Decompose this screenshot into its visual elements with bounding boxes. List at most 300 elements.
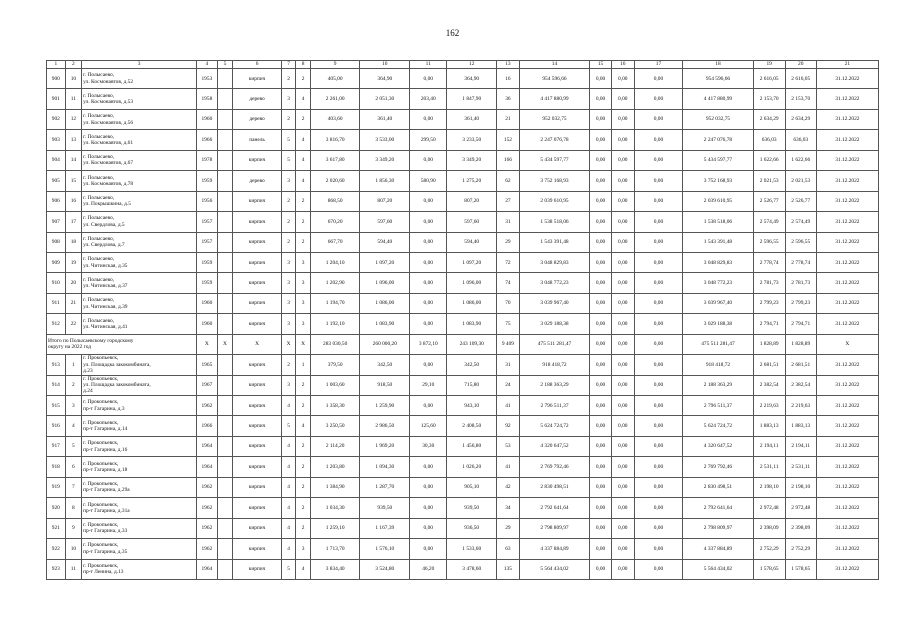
table-cell — [217, 436, 233, 456]
column-number-3: 3 — [82, 61, 197, 69]
total-cell: 1 828,89 — [785, 334, 816, 354]
table-cell: 1958 — [197, 89, 218, 109]
table-cell: 72 — [497, 252, 520, 272]
table-cell: 0,00 — [611, 293, 634, 313]
column-number-14: 14 — [519, 61, 589, 69]
table-cell: 0,00 — [611, 477, 634, 497]
table-cell: 70 — [497, 293, 520, 313]
table-cell: 0,00 — [634, 559, 683, 579]
table-cell: 2 — [296, 191, 310, 211]
table-cell: 903 — [47, 130, 66, 150]
table-cell: 0,00 — [634, 477, 683, 497]
address-cell: г. Полысаево, ул. Космонавтов, д.61 — [82, 130, 197, 150]
table-cell: 0,00 — [634, 130, 683, 150]
total-cell: X — [233, 334, 282, 354]
table-cell: 31 — [497, 355, 520, 375]
table-cell: 5 — [281, 150, 295, 170]
table-cell: 4 — [296, 171, 310, 191]
total-cell: X — [816, 334, 878, 354]
address-cell: г. Прокопьевск, ул. Площадка закокомбината, д.24 — [82, 375, 197, 395]
table-cell: 3 834,40 — [310, 559, 360, 579]
table-cell: 0,00 — [634, 232, 683, 252]
table-cell: 2 — [281, 191, 295, 211]
table-cell: 1 083,90 — [360, 314, 410, 334]
page-number: 162 — [445, 28, 460, 38]
table-cell: 19 — [65, 252, 82, 272]
table-cell: 2 — [296, 477, 310, 497]
table-cell: 2 781,73 — [753, 273, 785, 293]
table-cell: 636,03 — [785, 130, 816, 150]
table-cell: 2 — [281, 109, 295, 129]
table-cell: 0,00 — [590, 416, 612, 436]
table-cell: 0,00 — [590, 89, 612, 109]
table-cell: 1959 — [197, 273, 218, 293]
table-cell: 31.12.2022 — [816, 109, 878, 129]
table-cell: 8 — [65, 498, 82, 518]
address-cell: г. Прокопьевск, пр-т Гагарина, д.33 — [82, 518, 197, 538]
table-cell: 2 153,70 — [785, 89, 816, 109]
table-cell: 905 — [47, 171, 66, 191]
table-cell: 1962 — [197, 498, 218, 518]
table-cell: 0,00 — [410, 69, 447, 89]
table-cell: 2 — [281, 232, 295, 252]
table-cell: кирпич — [233, 355, 282, 375]
table-cell: 2 039 610,95 — [519, 191, 589, 211]
table-cell: 3 349,20 — [360, 150, 410, 170]
table-cell: 2 681,51 — [785, 355, 816, 375]
table-cell: 594,40 — [447, 232, 497, 252]
table-cell — [217, 130, 233, 150]
table-cell: 2 798 809,97 — [683, 518, 753, 538]
table-cell: 0,00 — [410, 477, 447, 497]
table-cell: 10 — [65, 69, 82, 89]
table-cell: 0,00 — [590, 273, 612, 293]
table-cell: 3 039 967,40 — [519, 293, 589, 313]
table-cell: 1 259,10 — [310, 518, 360, 538]
table-cell: 0,00 — [611, 252, 634, 272]
table-cell: 0,00 — [410, 314, 447, 334]
table-cell: кирпич — [233, 191, 282, 211]
table-cell: 2 752,29 — [753, 539, 785, 559]
table-row — [47, 171, 879, 191]
table-cell: 1960 — [197, 314, 218, 334]
table-cell: 597,60 — [447, 212, 497, 232]
table-cell: панель — [233, 130, 282, 150]
table-cell: 74 — [497, 273, 520, 293]
total-cell: 260 000,20 — [360, 334, 410, 354]
table-cell: 3 048 829,83 — [683, 252, 753, 272]
column-number-2: 2 — [65, 61, 82, 69]
table-cell: 2 382,54 — [785, 375, 816, 395]
column-number-20: 20 — [785, 61, 816, 69]
table-cell: 405,00 — [310, 69, 360, 89]
table-cell: 5 624 724,72 — [683, 416, 753, 436]
table-cell: 2 114,20 — [310, 436, 360, 456]
table-cell: 31.12.2022 — [816, 314, 878, 334]
table-cell: 4 — [296, 416, 310, 436]
table-cell: 0,00 — [634, 89, 683, 109]
table-cell: 2 769 792,46 — [683, 457, 753, 477]
table-cell: 912 — [47, 314, 66, 334]
table-cell: 1966 — [197, 130, 218, 150]
table-cell: 31.12.2022 — [816, 191, 878, 211]
table-cell: 1960 — [197, 109, 218, 129]
table-cell: 1 026,20 — [447, 457, 497, 477]
table-cell: кирпич — [233, 232, 282, 252]
table-cell: 3 — [281, 171, 295, 191]
table-cell: 0,00 — [590, 109, 612, 129]
table-cell: 670,20 — [310, 212, 360, 232]
table-cell: 22 — [65, 314, 82, 334]
table-cell: 1 097,20 — [447, 252, 497, 272]
table-cell: 636,03 — [753, 130, 785, 150]
column-number-1: 1 — [47, 61, 66, 69]
table-cell: 4 — [296, 89, 310, 109]
address-cell: г. Полысаево, ул. Читинская, д.39 — [82, 293, 197, 313]
table-cell: 0,00 — [590, 498, 612, 518]
address-cell: г. Полысаево, ул. Свердлова, д.7 — [82, 232, 197, 252]
address-cell: г. Полысаево, ул. Читинская, д.37 — [82, 273, 197, 293]
address-cell: г. Прокопьевск, пр-т Ленина, д.13 — [82, 559, 197, 579]
table-cell: 0,00 — [611, 150, 634, 170]
table-cell: 0,00 — [410, 355, 447, 375]
table-cell: 2 798 809,97 — [519, 518, 589, 538]
table-cell: 1 622,66 — [753, 150, 785, 170]
table-cell: 0,00 — [410, 150, 447, 170]
table-cell: 9 — [65, 518, 82, 538]
table-cell — [217, 252, 233, 272]
table-cell: 1 287,70 — [360, 477, 410, 497]
table-cell: 0,00 — [590, 477, 612, 497]
table-cell: 1 — [65, 355, 82, 375]
table-cell: 0,00 — [410, 212, 447, 232]
table-row — [47, 150, 879, 170]
table-cell: 1965 — [197, 355, 218, 375]
table-cell: 2 194,11 — [785, 436, 816, 456]
table-row — [47, 355, 879, 375]
table-cell: 29 — [497, 232, 520, 252]
table-cell: 1 203,80 — [310, 457, 360, 477]
table-cell: кирпич — [233, 539, 282, 559]
table-cell: 0,00 — [611, 130, 634, 150]
table-cell: 1 533,60 — [447, 539, 497, 559]
table-cell: 31.12.2022 — [816, 212, 878, 232]
table-cell: 911 — [47, 293, 66, 313]
address-cell: г. Полысаево, ул. Космонавтов, д.67 — [82, 150, 197, 170]
table-cell: 1 192,10 — [310, 314, 360, 334]
table-cell: 901 — [47, 89, 66, 109]
table-cell: 5 — [281, 416, 295, 436]
table-cell: 0,00 — [410, 293, 447, 313]
table-cell: кирпич — [233, 273, 282, 293]
table-cell: 2 — [296, 457, 310, 477]
table-cell: 918 — [47, 457, 66, 477]
table-cell: 2 198,10 — [753, 477, 785, 497]
table-cell: 1 578,65 — [753, 559, 785, 579]
table-cell: 0,00 — [611, 109, 634, 129]
total-cell: 3 872,10 — [410, 334, 447, 354]
table-cell: 0,00 — [410, 457, 447, 477]
table-cell — [217, 559, 233, 579]
table-cell: 135 — [497, 559, 520, 579]
table-cell: 2 634,29 — [753, 109, 785, 129]
table-cell: 2 574,49 — [753, 212, 785, 232]
table-cell: 2 531,11 — [785, 457, 816, 477]
table-cell: 3 — [296, 293, 310, 313]
table-cell: дерево — [233, 171, 282, 191]
table-cell: 807,20 — [447, 191, 497, 211]
column-number-11: 11 — [410, 61, 447, 69]
table-cell: 2 526,77 — [785, 191, 816, 211]
table-cell: 3 — [296, 252, 310, 272]
table-cell: 17 — [65, 212, 82, 232]
table-cell: 943,10 — [447, 396, 497, 416]
total-cell: 0,00 — [590, 334, 612, 354]
table-cell: 0,00 — [634, 518, 683, 538]
address-cell: г. Прокопьевск, ул. Площадка закокомбината, д.23 — [82, 355, 197, 375]
table-cell: 0,00 — [611, 396, 634, 416]
table-cell: кирпич — [233, 252, 282, 272]
table-cell: 2 408,50 — [447, 416, 497, 436]
table-cell — [217, 293, 233, 313]
table-cell: 2 247 076,78 — [519, 130, 589, 150]
table-cell: 5 434 597,77 — [519, 150, 589, 170]
table-cell: 1 167,39 — [360, 518, 410, 538]
table-cell: 0,00 — [590, 130, 612, 150]
column-number-9: 9 — [310, 61, 360, 69]
table-cell: 2 — [296, 69, 310, 89]
table-cell: 342,50 — [360, 355, 410, 375]
table-row — [47, 477, 879, 497]
table-row — [47, 396, 879, 416]
table-cell: 2 — [296, 396, 310, 416]
table-cell: 939,50 — [447, 498, 497, 518]
table-cell: 2 — [296, 518, 310, 538]
table-cell: 1 096,00 — [360, 273, 410, 293]
table-cell: 0,00 — [634, 212, 683, 232]
address-cell: г. Прокопьевск, пр-т Гагарина, д.18 — [82, 457, 197, 477]
table-cell: 1964 — [197, 457, 218, 477]
table-cell — [217, 109, 233, 129]
table-cell: 2 526,77 — [753, 191, 785, 211]
table-cell — [217, 355, 233, 375]
table-cell: 2 634,29 — [785, 109, 816, 129]
table-cell: 21 — [497, 109, 520, 129]
table-cell: 807,20 — [360, 191, 410, 211]
table-cell: 667,70 — [310, 232, 360, 252]
table-cell: 1962 — [197, 518, 218, 538]
table-cell: 2 — [281, 212, 295, 232]
table-cell: 30,30 — [410, 436, 447, 456]
table-cell: 1 883,13 — [753, 416, 785, 436]
address-cell: г. Прокопьевск, пр-т Гагарина, д.16 — [82, 436, 197, 456]
table-cell: 24 — [497, 375, 520, 395]
address-cell: г. Полысаево, ул. Читинская, д.35 — [82, 252, 197, 272]
table-cell: 1 576,10 — [360, 539, 410, 559]
table-cell: 0,00 — [590, 396, 612, 416]
table-cell: 2 382,54 — [753, 375, 785, 395]
table-cell — [217, 498, 233, 518]
table-cell: 0,00 — [590, 559, 612, 579]
column-number-8: 8 — [296, 61, 310, 69]
table-cell: 2 794,71 — [785, 314, 816, 334]
table-cell: 2 — [296, 498, 310, 518]
table-cell: 4 — [65, 416, 82, 436]
table-cell: 1957 — [197, 232, 218, 252]
total-cell: X — [217, 334, 233, 354]
table-cell: 0,00 — [634, 273, 683, 293]
table-cell: 7 — [65, 477, 82, 497]
table-cell: 2 — [296, 232, 310, 252]
table-cell — [217, 150, 233, 170]
table-cell: 364,90 — [360, 69, 410, 89]
table-cell: 2 039 610,95 — [683, 191, 753, 211]
table-cell: 31 — [497, 212, 520, 232]
table-cell: 342,50 — [447, 355, 497, 375]
table-row — [47, 293, 879, 313]
table-cell: кирпич — [233, 498, 282, 518]
table-cell: 3 533,00 — [360, 130, 410, 150]
table-cell: 46,20 — [410, 559, 447, 579]
table-cell: 125,60 — [410, 416, 447, 436]
column-number-4: 4 — [197, 61, 218, 69]
table-cell: 2 972,48 — [753, 498, 785, 518]
housing-registry-table — [46, 60, 879, 580]
table-cell: 31.12.2022 — [816, 396, 878, 416]
table-row — [47, 252, 879, 272]
table-cell: 0,00 — [634, 69, 683, 89]
table-cell: 0,00 — [634, 355, 683, 375]
table-cell: 594,40 — [360, 232, 410, 252]
table-cell: 361,40 — [447, 109, 497, 129]
table-cell: 902 — [47, 109, 66, 129]
table-cell: 1953 — [197, 69, 218, 89]
table-cell: 0,00 — [410, 518, 447, 538]
table-cell: 3 — [296, 314, 310, 334]
table-cell: 5 — [65, 436, 82, 456]
table-cell: кирпич — [233, 518, 282, 538]
table-cell: 0,00 — [611, 171, 634, 191]
table-cell — [217, 191, 233, 211]
table-cell: 18 — [65, 232, 82, 252]
table-cell: 3 048 772,23 — [519, 273, 589, 293]
table-cell: 31.12.2022 — [816, 375, 878, 395]
table-cell: 31.12.2022 — [816, 416, 878, 436]
table-cell: 1 202,90 — [310, 273, 360, 293]
table-cell — [217, 273, 233, 293]
table-cell: 1 275,20 — [447, 171, 497, 191]
column-number-header — [47, 61, 879, 69]
table-cell: 0,00 — [590, 171, 612, 191]
table-cell: 1 — [296, 355, 310, 375]
table-cell: 20 — [65, 273, 82, 293]
table-cell: 0,00 — [590, 191, 612, 211]
table-cell: 1 086,00 — [360, 293, 410, 313]
table-cell: 1 259,90 — [360, 396, 410, 416]
table-cell: кирпич — [233, 69, 282, 89]
table-cell: 2 752,29 — [785, 539, 816, 559]
table-cell: 917 — [47, 436, 66, 456]
table-cell: 2 261,00 — [310, 89, 360, 109]
table-cell: 53 — [497, 436, 520, 456]
total-cell: 1 828,89 — [753, 334, 785, 354]
table-cell: 31.12.2022 — [816, 518, 878, 538]
table-cell: 936,50 — [447, 518, 497, 538]
table-cell: 1 713,70 — [310, 539, 360, 559]
table-cell: 0,00 — [611, 518, 634, 538]
table-cell: 31.12.2022 — [816, 252, 878, 272]
table-cell: 0,00 — [590, 375, 612, 395]
table-cell: 4 — [281, 457, 295, 477]
table-cell: 31.12.2022 — [816, 273, 878, 293]
table-cell: 2 — [281, 69, 295, 89]
table-cell: 0,00 — [590, 69, 612, 89]
table-cell: 1959 — [197, 171, 218, 191]
table-cell: 4 — [296, 130, 310, 150]
table-cell: 2 020,60 — [310, 171, 360, 191]
table-cell: 0,00 — [634, 416, 683, 436]
total-label: Итого по Полысаевскому городскому округу на 2022 год — [47, 334, 197, 354]
table-cell: 3 029 188,38 — [683, 314, 753, 334]
table-cell: 918,50 — [360, 375, 410, 395]
table-cell: 1 847,90 — [447, 89, 497, 109]
address-cell: г. Полысаево, ул. Читинская, д.41 — [82, 314, 197, 334]
table-cell: 2 574,49 — [785, 212, 816, 232]
table-row — [47, 559, 879, 579]
table-cell: 0,00 — [410, 396, 447, 416]
table-cell: 31.12.2022 — [816, 436, 878, 456]
table-cell: 0,00 — [634, 109, 683, 129]
table-cell: 2 799,23 — [785, 293, 816, 313]
table-cell: 12 — [65, 109, 82, 129]
table-cell: 1 622,66 — [785, 150, 816, 170]
table-cell: 908 — [47, 232, 66, 252]
table-row — [47, 457, 879, 477]
table-cell: 31.12.2022 — [816, 130, 878, 150]
table-cell: 2 769 792,46 — [519, 457, 589, 477]
column-number-16: 16 — [611, 61, 634, 69]
table-cell: 5 564 434,02 — [519, 559, 589, 579]
table-cell: 4 320 647,52 — [519, 436, 589, 456]
table-cell: 21 — [65, 293, 82, 313]
table-cell: 1964 — [197, 436, 218, 456]
table-cell: 939,50 — [360, 498, 410, 518]
table-cell: 868,50 — [310, 191, 360, 211]
table-cell: 0,00 — [590, 212, 612, 232]
table-cell — [217, 89, 233, 109]
table-cell: 0,00 — [590, 314, 612, 334]
table-cell: 0,00 — [590, 150, 612, 170]
table-cell: кирпич — [233, 396, 282, 416]
table-cell: 31.12.2022 — [816, 232, 878, 252]
table-cell: 2 021,53 — [785, 171, 816, 191]
table-cell: 3 — [281, 375, 295, 395]
table-cell: 0,00 — [634, 293, 683, 313]
address-cell: г. Полысаево, ул. Космонавтов, д.52 — [82, 69, 197, 89]
address-cell: г. Полысаево, ул. Космонавтов, д.56 — [82, 109, 197, 129]
table-cell: 906 — [47, 191, 66, 211]
table-cell: 5 564 434,02 — [683, 559, 753, 579]
table-cell: 0,00 — [611, 314, 634, 334]
table-cell: 3 048 772,23 — [683, 273, 753, 293]
table-cell: 1960 — [197, 293, 218, 313]
table-cell: 2 796 511,37 — [519, 396, 589, 416]
table-cell: 5 434 597,77 — [683, 150, 753, 170]
table-cell: 920 — [47, 498, 66, 518]
table-cell: 0,00 — [611, 232, 634, 252]
table-cell: 1964 — [197, 559, 218, 579]
table-cell: 4 — [281, 396, 295, 416]
